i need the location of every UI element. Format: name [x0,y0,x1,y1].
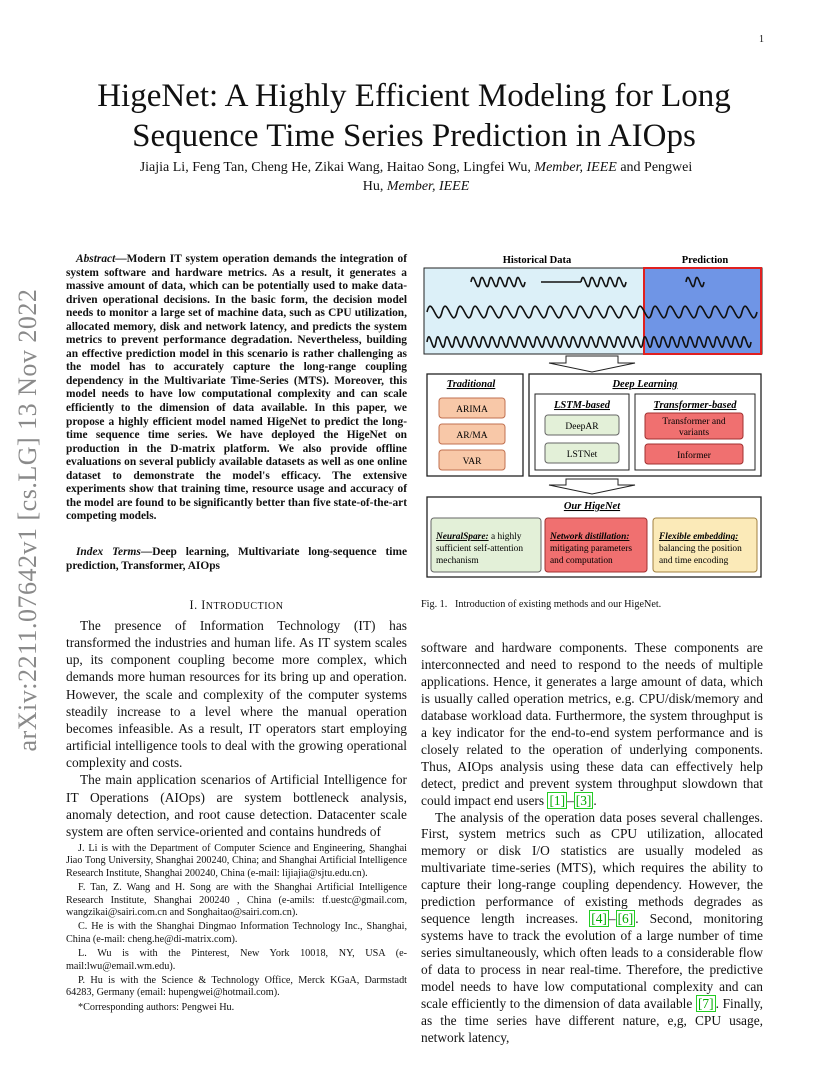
footnote-item: *Corresponding authors: Pengwei Hu. [78,1001,235,1013]
page-number: 1 [759,34,764,45]
citation-dash: – [567,792,574,808]
abstract-label: Abstract [76,253,116,265]
neuralspare-line3: mechanism [436,556,479,566]
transformer-variants-line1: Transformer and [662,417,726,427]
method-informer-label: Informer [677,451,711,461]
distillation-line2: mitigating parameters [550,544,633,554]
right-p1-end: . [593,792,597,808]
citation-link[interactable]: [7] [697,996,714,1012]
citation-dash: – [608,911,616,927]
footnote-item: J. Li is with the Department of Computer Science and Engineering, Shanghai Jiao Tong University, Shanghai 200240, China; and Shanghai Artificial Intelligence Research Institute, Shanghai 200240, China (e-mail: lijiajia@sjtu.edu.cn). [66,843,407,879]
citation-link[interactable]: [4] [591,911,607,927]
footnote-rule [66,837,407,839]
figure-1 [421,250,763,580]
right-p2-text: The analysis of the operation data poses several challenges. First, system metrics such as CPU utilization, allocated memory or disk I/O statistics are usually modeled as multivariate time-series (MTS), which requires the ability to capture their long-range coupling dependency. However, the prediction performance of existing methods degrades as sequence length increases. [421,809,763,927]
method-arma-label: AR/MA [456,431,488,441]
authors-line1: Jiajia Li, Feng Tan, Cheng He, Zikai Wang, Haitao Song, Lingfei Wu, [139,160,535,175]
index-terms-text: —Deep learning, Multivariate long-sequence time prediction, Transformer, AIOps [66,546,407,572]
citation-link[interactable]: [1] [549,792,566,808]
traditional-title: Traditional [446,379,496,390]
authors-line1-end: and Pengwei [616,160,693,175]
down-arrow-icon [549,356,635,372]
neuralspare-line2: sufficient self-attention [436,544,524,554]
historical-data-label: Historical Data [502,255,572,266]
footnote-item: L. Wu is with the Pinterest, New York 10018, NY, USA (e-mail:lwu@email.wm.edu). [66,948,407,972]
lstm-title: LSTM-based [554,400,610,411]
method-lstnet-label: LSTNet [566,450,598,460]
paper-title: HigeNet: A Highly Efficient Modeling for Long Sequence Time Series Prediction in AIOps [97,78,731,154]
deep-learning-title: Deep Learning [612,379,678,390]
section-heading-introduction [66,598,407,613]
introduction-body [66,617,407,840]
arxiv-sidebar [8,280,48,760]
method-var-label: VAR [462,457,482,467]
method-arima-label: ARIMA [456,405,488,415]
index-terms [66,546,407,573]
section-number: I. [189,598,202,612]
member-ieee-2: Member, IEEE [386,179,470,194]
right-column-body [421,640,763,1047]
distillation-line3: and computation [550,556,613,566]
author-list [96,158,736,196]
footnote-item: P. Hu is with the Science & Technology Office, Merck KGaA, Darmstadt 64283, Germany (email: hupengwei@hotmail.com). [66,975,407,999]
authors-line2: Hu, [362,179,387,194]
index-terms-label: Index Terms [76,546,141,558]
footnotes [66,843,407,1016]
neuralspare-l1: a highly [488,532,522,542]
embedding-line2: balancing the position [659,544,742,554]
abstract-text: —Modern IT system operation demands the integration of system software and hardware metrics. As a result, it generates a massive amount of data, which can be potentially used to make data-driven operational decisions. In the basic form, the decision model needs to monitor a large set of machine data, such as CPU utilization, allocated memory, disk and network latency, and predicts the system metrics to prevent performance degradation. Nevertheless, building an effective prediction model in this scenario is rather challenging as the model has to accurately capture the long-range coupling dependency in the Multivariate Time-Series (MTS). Moreover, this model needs to have low computational complexity and can scale efficiently to the dimension of data available. In this paper, we propose a highly efficient model named HigeNet to predict the long-time sequence time series. We have deployed the HigeNet on production in the D-matrix platform. We also provide offline evaluations on several publicly available datasets as well as one online dataset to demonstrate the model's efficacy. The extensive experiments show that training time, resource usage and accuracy of the model are found to be significantly better than five state-of-the-art competing models. [66,253,407,523]
neuralspare-line1 [435,532,522,542]
intro-paragraph-1: The presence of Information Technology (IT) has transformed the industries and human life. As IT system scales up, its component coupling become more complex, which demands more human resources for its bring up and operation. However, the scale and complexity of the computer systems steadily increase to a level where the manual operation becomes infeasible. As a result, IT operators start employing artificial intelligence tools to deal with the growing operational complexity and costs. [66,618,407,771]
transformer-title: Transformer-based [653,400,737,411]
citation-link[interactable]: [6] [617,911,634,927]
down-arrow-icon [549,479,635,494]
higenet-title: Our HigeNet [563,501,621,512]
neuralspare-head: NeuralSpare: [436,532,489,542]
embedding-line3: and time encoding [659,556,729,566]
footnote-item: C. He is with the Shanghai Dingmao Information Technology Inc., Shanghai, China (e-mail: cheng.he@di-matrix.com). [66,921,407,945]
citation-link[interactable]: [3] [575,792,592,808]
abstract [66,253,407,524]
right-paragraph-2 [421,810,763,1047]
footnote-item: F. Tan, Z. Wang and H. Song are with the Shanghai Artificial Intelligence Research Institute, Shanghai 200240 , China (e-amils: tf.uestc@gmail.com, wangzikai@sairi.com.cn and Songhaitao@sairi.com.cn). [66,882,407,919]
right-p2-text-b: . Second, monitoring systems have to track the evolution of a large number of time series simultaneously, which often leads to a considerable flow of data to process in near real-time. Therefore, the predictive model needs to have low computational complexity and can scale efficiently to the dimension of data available [421,911,763,1012]
right-p2-text-c: . Finally, as the time series have different nature, e,g, CPU usage, network latency, [421,996,763,1045]
embedding-head: Flexible embedding: [659,532,739,542]
figure-caption: Fig. 1. Introduction of existing methods and our HigeNet. [421,599,662,610]
section-title-rest: NTRODUCTION [205,601,284,612]
intro-paragraph-2: The main application scenarios of Artificial Intelligence for IT Operations (AIOps) are system bottleneck analysis, anomaly detection, and root cause detection. Datacenter scale system are often service-oriented and contains hundreds of [66,772,407,839]
member-ieee-1: Member, IEEE [534,160,617,175]
right-p1-text: software and hardware components. These components are interconnected and need to respond to the needs of multiple applications. Hence, it generates a large amount of data, which is usually called operation metrics, e.g. CPU/disk/memory and database workload data. Furthermore, the system throughput is a key indicator for the end-to-end system performance and is closely related to the operation of underlying components. Thus, AIOps analysis using these data can effectively help detect, predict and prevent system throughput slowdown that could impact end users [421,640,763,808]
distillation-head: Network distillation: [550,532,630,542]
arxiv-identifier: arXiv:2211.07642v1 [cs.LG] 13 Nov 2022 [13,288,42,752]
transformer-variants-line2: variants [678,428,710,438]
method-deepar-label: DeepAR [565,422,599,432]
right-paragraph-1 [421,640,763,810]
prediction-label: Prediction [681,255,729,266]
section-title-cap: I [201,598,206,612]
